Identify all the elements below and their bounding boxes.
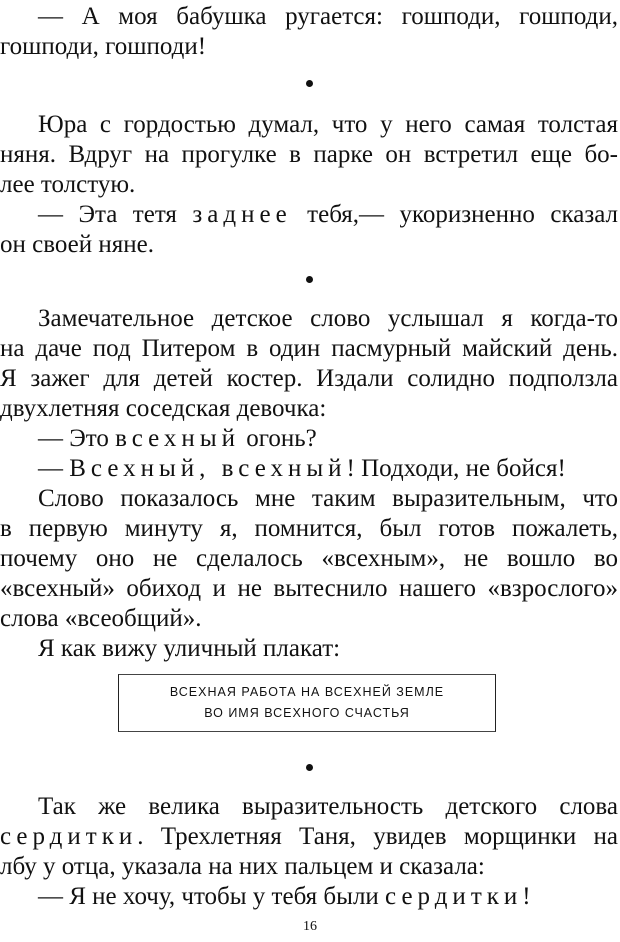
text-line: двухлетняя соседская девочка: [0,395,327,422]
poster-line: ВО ИМЯ ВСЕХНОГО СЧАСТЬЯ [204,706,410,720]
text-line: «всехный» обиход и не вытеснило нашего «взрослого» [0,575,618,602]
text-line: в первую минуту я, помнится, был готов пожалеть, [0,515,618,542]
text-line: почему оно не сделалось «всехным», не вошло во [0,545,618,572]
text-fragment: ! Подходи, не бойся! [346,455,566,482]
text-fragment: . Трехлетняя Таня, увидев морщинки на [137,823,618,850]
page-number: 16 [303,919,317,934]
text-line [0,882,618,912]
spaced-word: сердитки [0,823,138,850]
text-line: — А моя бабушка ругается: гошподи, гошподи, [38,3,618,30]
section-separator-dot [306,764,313,771]
text-line [0,454,618,484]
text-line: Я зажег для детей костер. Издали солидно подползла [0,365,618,392]
spaced-word: сердитки [385,883,523,910]
text-fragment: тебя,— укоризненно сказал [291,201,619,228]
spaced-word: всехный [115,425,240,452]
text-line: Слово показалось мне таким выразительным, что [38,485,618,512]
poster-box [118,674,496,732]
text-line: няня. Вдруг на прогулке в парке он встретил еще бо- [0,141,618,168]
text-fragment: — Эта тетя [38,201,193,228]
text-fragment: — Это [38,425,116,452]
text-fragment: — [38,455,70,482]
text-line [0,822,618,852]
text-fragment: ! [522,883,531,910]
text-line [0,200,618,230]
section-separator-dot [306,276,313,283]
text-fragment: — Я не хочу, чтобы у тебя были [38,883,386,910]
text-line: Я как вижу уличный плакат: [38,635,341,662]
spaced-word: Всехный, всехный [69,455,347,482]
text-line: Так же велика выразительность детского слова [38,793,618,820]
text-line [0,424,618,454]
spaced-word: заднее [192,201,292,228]
text-line: он своей няне. [0,231,154,258]
poster-line: ВСЕХНАЯ РАБОТА НА ВСЕХНЕЙ ЗЕМЛЕ [169,685,445,699]
text-line: Юра с гордостью думал, что у него самая толстая [38,111,618,138]
text-line: слова «всеобщий». [0,605,202,632]
text-line: лее толстую. [0,171,136,198]
text-line: Замечательное детское слово услышал я когда-то [38,305,618,332]
text-line: лбу у отца, указала на них пальцем и сказала: [0,853,485,880]
text-fragment: огонь? [240,425,317,452]
section-separator-dot [306,80,313,87]
text-line: гошподи, гошподи! [0,33,207,60]
text-line: на даче под Питером в один пасмурный майский день. [0,335,618,362]
